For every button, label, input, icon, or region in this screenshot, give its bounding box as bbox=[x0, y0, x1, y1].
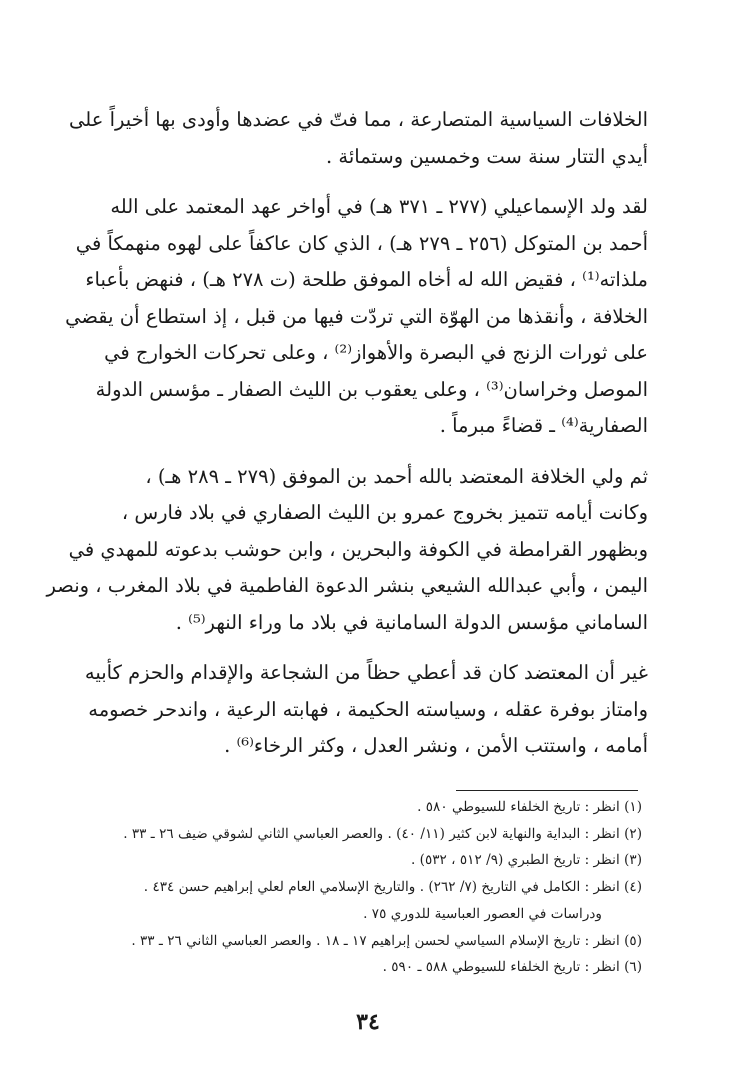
footnote-6: (٦) انظر : تاريخ الخلفاء للسيوطي ٥٨٨ ـ ٥٩٠ . bbox=[382, 959, 642, 976]
text-line: أحمد بن المتوكل (٢٥٦ ـ ٢٧٩ هـ) ، الذي كان عاكفاً على لهوه منهمكاً في bbox=[75, 231, 648, 255]
footnote-separator bbox=[456, 790, 638, 791]
text-line: لقد ولد الإسماعيلي (٢٧٧ ـ ٣٧١ هـ) في أواخر عهد المعتمد على الله bbox=[110, 195, 648, 218]
text-line: أيدي التتار سنة ست وخمسين وستمائة . bbox=[326, 144, 648, 168]
text-line: اليمن ، وأبي عبدالله الشيعي بنشر الدعوة الفاطمية في بلاد المغرب ، ونصر bbox=[46, 574, 648, 597]
text-line: الخلافة ، وأنقذها من الهوّة التي تردّت فيها من قبل ، إذ استطاع أن يقضي bbox=[65, 304, 648, 328]
text-line: وامتاز بوفرة عقله ، وسياسته الحكيمة ، فهابته الرعية ، واندحر خصومه bbox=[88, 697, 648, 721]
paragraph-1 bbox=[60, 102, 648, 175]
footnote-4-continuation: ودراسات في العصور العباسية للدوري ٧٥ . bbox=[363, 905, 602, 922]
page-number: ٣٤ bbox=[356, 1009, 380, 1035]
text-line: الصفارية⁽⁴⁾ ـ قضاءً مبرماً . bbox=[439, 414, 648, 437]
footnote-4: (٤) انظر : الكامل في التاريخ (٧/ ٢٦٢) . والتاريخ الإسلامي العام لعلي إبراهيم حسن ٤٣٤ . bbox=[143, 879, 642, 896]
text-line: الساماني مؤسس الدولة السامانية في بلاد ما وراء النهر⁽⁵⁾ . bbox=[175, 610, 648, 634]
text-line: ملذاته⁽¹⁾ ، فقيض الله له أخاه الموفق طلحة (ت ٢٧٨ هـ) ، فنهض بأعباء bbox=[85, 268, 648, 291]
text-line: ثم ولي الخلافة المعتضد بالله أحمد بن الموفق (٢٧٩ ـ ٢٨٩ هـ) ، bbox=[145, 464, 648, 488]
text-line: وكانت أيامه تتميز بخروج عمرو بن الليث الصفاري في بلاد فارس ، bbox=[121, 501, 648, 524]
text-line: أمامه ، واستتب الأمن ، ونشر العدل ، وكثر الرخاء⁽⁶⁾ . bbox=[224, 734, 648, 757]
text-line: الموصل وخراسان⁽³⁾ ، وعلى يعقوب بن الليث الصفار ـ مؤسس الدولة bbox=[95, 377, 648, 401]
text-line: غير أن المعتضد كان قد أعطي حظاً من الشجاعة والإقدام والحزم كأبيه bbox=[84, 661, 648, 684]
text-line: وبظهور القرامطة في الكوفة والبحرين ، وابن حوشب بدعوته للمهدي في bbox=[68, 537, 648, 561]
footnote-2: (٢) انظر : البداية والنهاية لابن كثير (١١/ ٤٠) . والعصر العباسي الثاني لشوقي ضيف ٢٦ ـ ٣٣ . bbox=[123, 825, 642, 842]
footnote-5: (٥) انظر : تاريخ الإسلام السياسي لحسن إبراهيم ١٧ ـ ١٨ . والعصر العباسي الثاني ٢٦ ـ ٣٣ . bbox=[131, 932, 642, 949]
paragraph-3 bbox=[46, 459, 648, 642]
paragraph-4 bbox=[60, 655, 648, 765]
text-line: على ثورات الزنج في البصرة والأهواز⁽²⁾ ، وعلى تحركات الخوارج في bbox=[104, 341, 648, 364]
text-line: الخلافات السياسية المتصارعة ، مما فتّ في عضدها وأودى بها أخيراً على bbox=[69, 108, 648, 131]
paragraph-2 bbox=[60, 189, 648, 445]
footnote-1: (١) انظر : تاريخ الخلفاء للسيوطي ٥٨٠ . bbox=[417, 799, 642, 815]
footnote-3: (٣) انظر : تاريخ الطبري (٩/ ٥١٢ ، ٥٣٢) . bbox=[410, 852, 642, 869]
main-text bbox=[46, 102, 648, 779]
footnotes bbox=[70, 794, 642, 981]
